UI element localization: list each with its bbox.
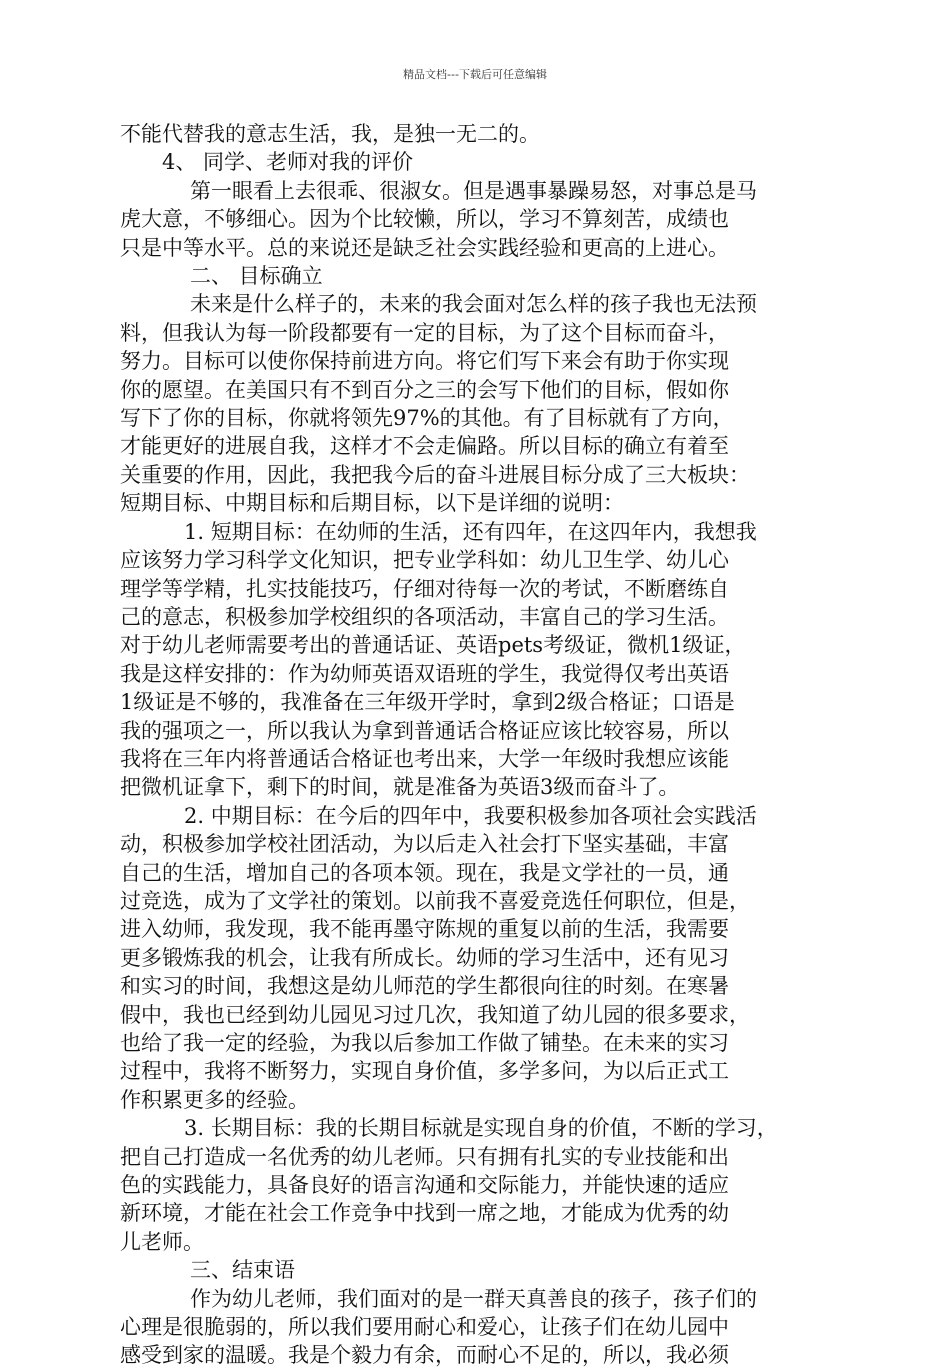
paragraph-start: 1. 短期目标：在幼师的生活，还有四年，在这四年内，我想我 — [184, 519, 757, 544]
text-line: 把微机证拿下，剩下的时间，就是准备为英语3级而奋斗了。 — [120, 775, 680, 800]
text-line: 心理是很脆弱的，所以我们要用耐心和爱心，让孩子们在幼儿园中 — [120, 1315, 729, 1340]
text-line: 应该努力学习科学文化知识，把专业学科如：幼儿卫生学、幼儿心 — [120, 548, 729, 573]
text-line: 把自己打造成一名优秀的幼儿老师。只有拥有扎实的专业技能和出 — [120, 1144, 729, 1169]
text-line: 过程中，我将不断努力，实现自身价值，多学多问，为以后正式工 — [120, 1059, 729, 1084]
text-line: 和实习的时间，我想这是幼儿师范的学生都很向往的时刻。在寒暑 — [120, 974, 729, 999]
paragraph-start: 作为幼儿老师，我们面对的是一群天真善良的孩子，孩子们的 — [190, 1286, 757, 1311]
paragraph-start: 第一眼看上去很乖、很淑女。但是遇事暴躁易怒，对事总是马 — [190, 178, 757, 203]
text-line: 己的意志，积极参加学校组织的各项活动，丰富自己的学习生活。 — [120, 604, 729, 629]
section-heading: 4、 同学、老师对我的评价 — [162, 150, 414, 175]
text-line: 进入幼师，我发现，我不能再墨守陈规的重复以前的生活，我需要 — [120, 917, 729, 942]
text-line: 短期目标、中期目标和后期目标，以下是详细的说明： — [120, 491, 624, 516]
section-heading: 三、结束语 — [190, 1258, 295, 1283]
text-line: 更多锻炼我的机会，让我有所成长。幼师的学习生活中，还有见习 — [120, 945, 729, 970]
text-line: 你的愿望。在美国只有不到百分之三的会写下他们的目标，假如你 — [120, 377, 729, 402]
text-line: 也给了我一定的经验，为我以后参加工作做了铺垫。在未来的实习 — [120, 1031, 729, 1055]
text-line: 理学等学精，扎实技能技巧，仔细对待每一次的考试，不断磨练自 — [120, 576, 729, 601]
text-line: 作积累更多的经验。 — [120, 1087, 309, 1112]
text-line: 虎大意，不够细心。因为个比较懒，所以，学习不算刻苦，成绩也 — [120, 207, 729, 232]
text-line: 自己的生活，增加自己的各项本领。现在，我是文学社的一员，通 — [120, 860, 729, 885]
text-line: 不能代替我的意志生活，我，是独一无二的。 — [120, 122, 540, 146]
text-line: 儿老师。 — [120, 1229, 204, 1254]
paragraph-start: 未来是什么样子的，未来的我会面对怎么样的孩子我也无法预 — [190, 292, 757, 317]
text-line: 我的强项之一，所以我认为拿到普通话合格证应该比较容易，所以 — [120, 718, 729, 743]
text-line: 1级证是不够的，我准备在三年级开学时，拿到2级合格证；口语是 — [120, 690, 735, 715]
text-line: 我将在三年内将普通话合格证也考出来，大学一年级时我想应该能 — [120, 746, 729, 771]
text-line: 过竞选，成为了文学社的策划。以前我不喜爱竞选任何职位，但是， — [120, 888, 750, 913]
text-line: 动，积极参加学校社团活动，为以后走入社会打下坚实基础，丰富 — [120, 832, 729, 857]
text-line: 料，但我认为每一阶段都要有一定的目标，为了这个目标而奋斗， — [120, 320, 729, 345]
text-line: 才能更好的进展自我，这样才不会走偏路。所以目标的确立有着至 — [120, 434, 729, 459]
text-line: 关重要的作用，因此，我把我今后的奋斗进展目标分成了三大板块： — [120, 462, 750, 487]
text-line: 假中，我也已经到幼儿园见习过几次，我知道了幼儿园的很多要求， — [120, 1002, 750, 1027]
page-header: 精品文档---下载后可任意编辑 — [403, 68, 547, 81]
text-line: 对于幼儿老师需要考出的普通话证、英语pets考级证，微机1级证， — [120, 633, 746, 658]
text-line: 感受到家的温暖。我是个毅力有余，而耐心不足的，所以，我必须 — [120, 1343, 729, 1368]
text-line: 我是这样安排的：作为幼师英语双语班的学生，我觉得仅考出英语 — [120, 661, 729, 686]
section-heading: 二、 目标确立 — [190, 264, 323, 289]
text-line: 只是中等水平。总的来说还是缺乏社会实践经验和更高的上进心。 — [120, 235, 729, 260]
text-line: 写下了你的目标，你就将领先97%的其他。有了目标就有了方向， — [120, 406, 734, 431]
document-body — [120, 120, 832, 1370]
text-line: 努力。目标可以使你保持前进方向。将它们写下来会有助于你实现 — [120, 349, 729, 374]
paragraph-start: 2. 中期目标：在今后的四年中，我要积极参加各项社会实践活 — [184, 803, 757, 828]
paragraph-start: 3. 长期目标：我的长期目标就是实现自身的价值，不断的学习， — [184, 1116, 778, 1141]
text-line: 色的实践能力，具备良好的语言沟通和交际能力，并能快速的适应 — [120, 1173, 729, 1198]
text-line: 新环境，才能在社会工作竞争中找到一席之地，才能成为优秀的幼 — [120, 1201, 729, 1226]
